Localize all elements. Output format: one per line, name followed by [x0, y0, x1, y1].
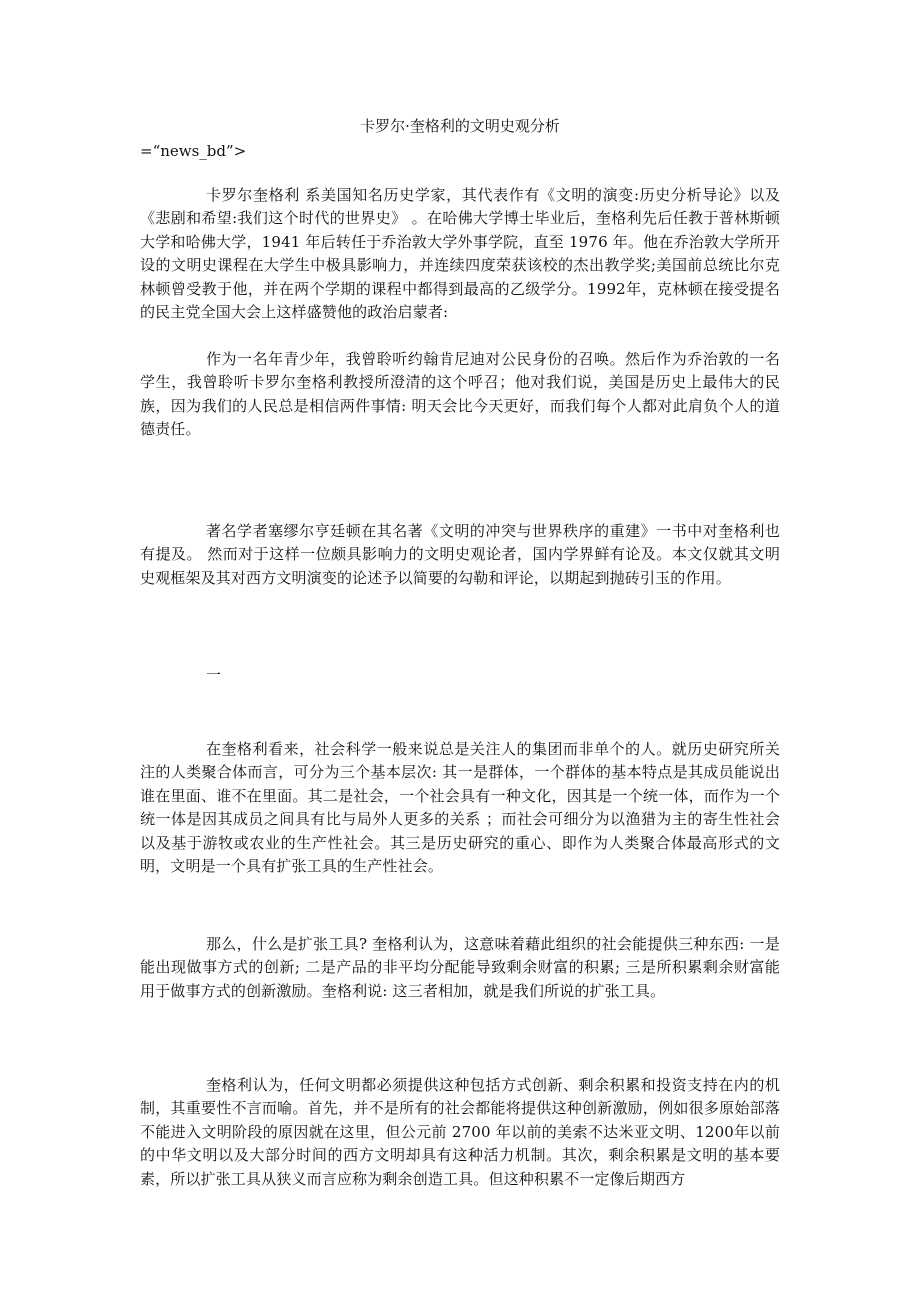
paragraph-huntington: 著名学者塞缪尔亨廷顿在其名著《文明的冲突与世界秩序的重建》一书中对奎格利也有提及。 然而对于这样一位颇具影响力的文明史观论者，国内学界鲜有论及。本文仅就其文明史观框架及其对西方文明演变的论述予以简要的勾勒和评论，以期起到抛砖引玉的作用。 — [140, 522, 780, 587]
section-number: 一 — [206, 666, 222, 684]
document-title: 卡罗尔·奎格利的文明史观分析 — [360, 117, 560, 135]
paragraph-social-science: 在奎格利看来，社会科学一般来说总是关注人的集团而非单个的人。就历史研究所关注的人类聚合体而言，可分为三个基本层次: 其一是群体，一个群体的基本特点是其成员能说出谁在里面、谁不在里面。其二是社会，一个社会具有一种文化，因其是一个统一体，而作为一个统一体是因其成员之间具有比与局外人更多的关系 ；而社会可细分为以渔猎为主的寄生性社会以及基于游牧或农业的生产性社会。其三是历史研究的重心、即作为人类聚合体最高形式的文明，文明是一个具有扩张工具的生产性社会。 — [140, 740, 780, 876]
paragraph-expansion-tool: 那么，什么是扩张工具? 奎格利认为，这意味着藉此组织的社会能提供三种东西: 一是能出现做事方式的创新; 二是产品的非平均分配能导致剩余财富的积累; 三是所积累剩余财富能用于做事方式的创新激励。奎格利说: 这三者相加，就是我们所说的扩张工具。 — [140, 935, 780, 1000]
stray-code-fragment: =“news_bd”> — [140, 142, 247, 160]
paragraph-intro: 卡罗尔奎格利 系美国知名历史学家，其代表作有《文明的演变:历史分析导论》以及《悲剧和希望:我们这个时代的世界史》 。在哈佛大学博士毕业后，奎格利先后任教于普林斯顿大学和哈佛大学，1941 年后转任于乔治敦大学外事学院，直至 1976 年。他在乔治敦大学所开设的文明史课程在大学生中极具影响力，并连续四度荣获该校的杰出教学奖;美国前总统比尔克林顿曾受教于他，并在两个学期的课程中都得到最高的乙级学分。1992年，克林顿在接受提名的民主党全国大会上这样盛赞他的政治启蒙者: — [140, 186, 780, 322]
paragraph-mechanism: 奎格利认为，任何文明都必须提供这种包括方式创新、剩余积累和投资支持在内的机制，其重要性不言而喻。首先，并不是所有的社会都能将提供这种创新激励，例如很多原始部落不能进入文明阶段的原因就在这里，但公元前 2700 年以前的美索不达米亚文明、1200年以前的中华文明以及大部分时间的西方文明却具有这种活力机制。其次，剩余积累是文明的基本要素，所以扩张工具从狭义而言应称为剩余创造工具。但这种积累不一定像后期西方 — [140, 1076, 780, 1188]
paragraph-quote: 作为一名年青少年，我曾聆听约翰肯尼迪对公民身份的召唤。然后作为乔治敦的一名学生，我曾聆听卡罗尔奎格利教授所澄清的这个呼召；他对我们说，美国是历史上最伟大的民族，因为我们的人民总是相信两件事情: 明天会比今天更好，而我们每个人都对此肩负个人的道德责任。 — [140, 350, 780, 439]
